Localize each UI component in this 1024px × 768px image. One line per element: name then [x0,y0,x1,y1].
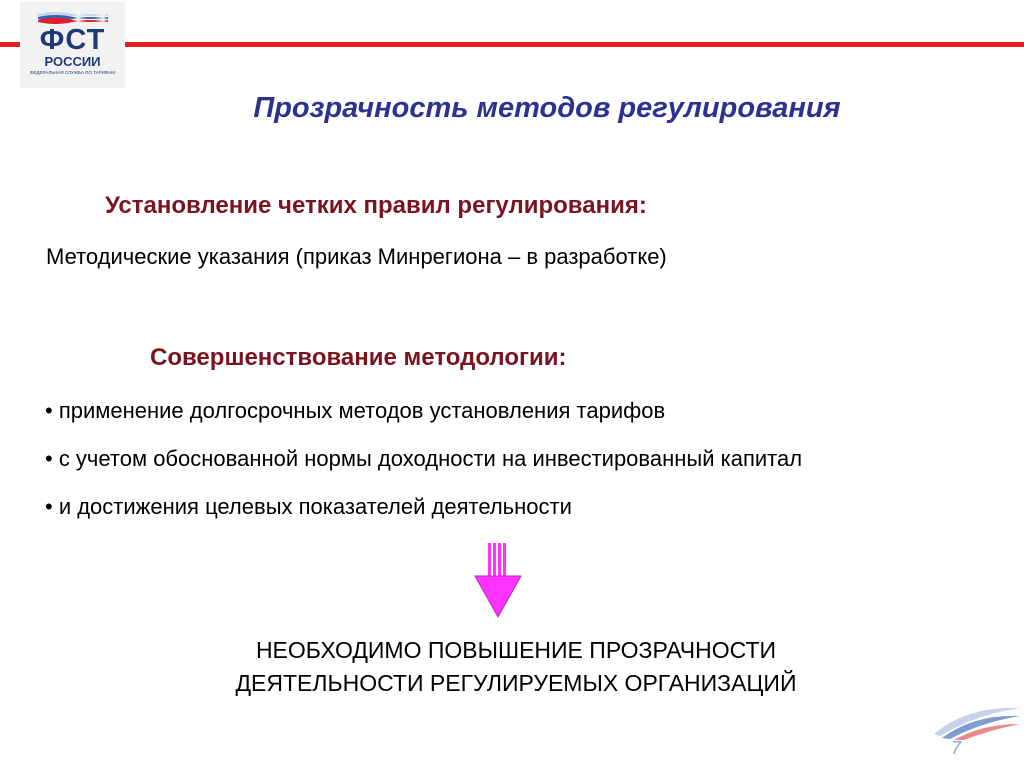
bullet-item: • и достижения целевых показателей деятельности [45,494,572,519]
section1-text: Методические указания (приказ Минрегиона – в разработке) [46,244,667,269]
section2-heading: Совершенствование методологии: [150,344,567,371]
fst-logo [20,2,125,88]
page-number: 7 [951,738,962,758]
bullet-list [45,398,802,542]
logo-subtext: РОССИИ [44,54,101,69]
swoosh-icon [932,700,1022,740]
bullet-item: • с учетом обоснованной нормы доходности на инвестированный капитал [45,446,803,471]
logo-tagline: ФЕДЕРАЛЬНАЯ СЛУЖБА ПО ТАРИФАМ [30,70,115,75]
slide-title: Прозрачность методов регулирования [253,92,841,124]
bullet-item: • применение долгосрочных методов установления тарифов [45,398,666,423]
down-arrow-icon [474,543,522,618]
header-red-line-left [0,42,20,47]
flag-icon [38,10,108,24]
section1-heading: Установление четких правил регулирования: [105,192,647,219]
conclusion-text [0,634,1024,700]
header-red-line-right [125,42,1024,47]
conclusion-line-2: ДЕЯТЕЛЬНОСТИ РЕГУЛИРУЕМЫХ ОРГАНИЗАЦИЙ [235,670,797,696]
conclusion-line-1: НЕОБХОДИМО ПОВЫШЕНИЕ ПРОЗРАЧНОСТИ [255,637,777,663]
logo-text: ФСТ [39,24,106,56]
